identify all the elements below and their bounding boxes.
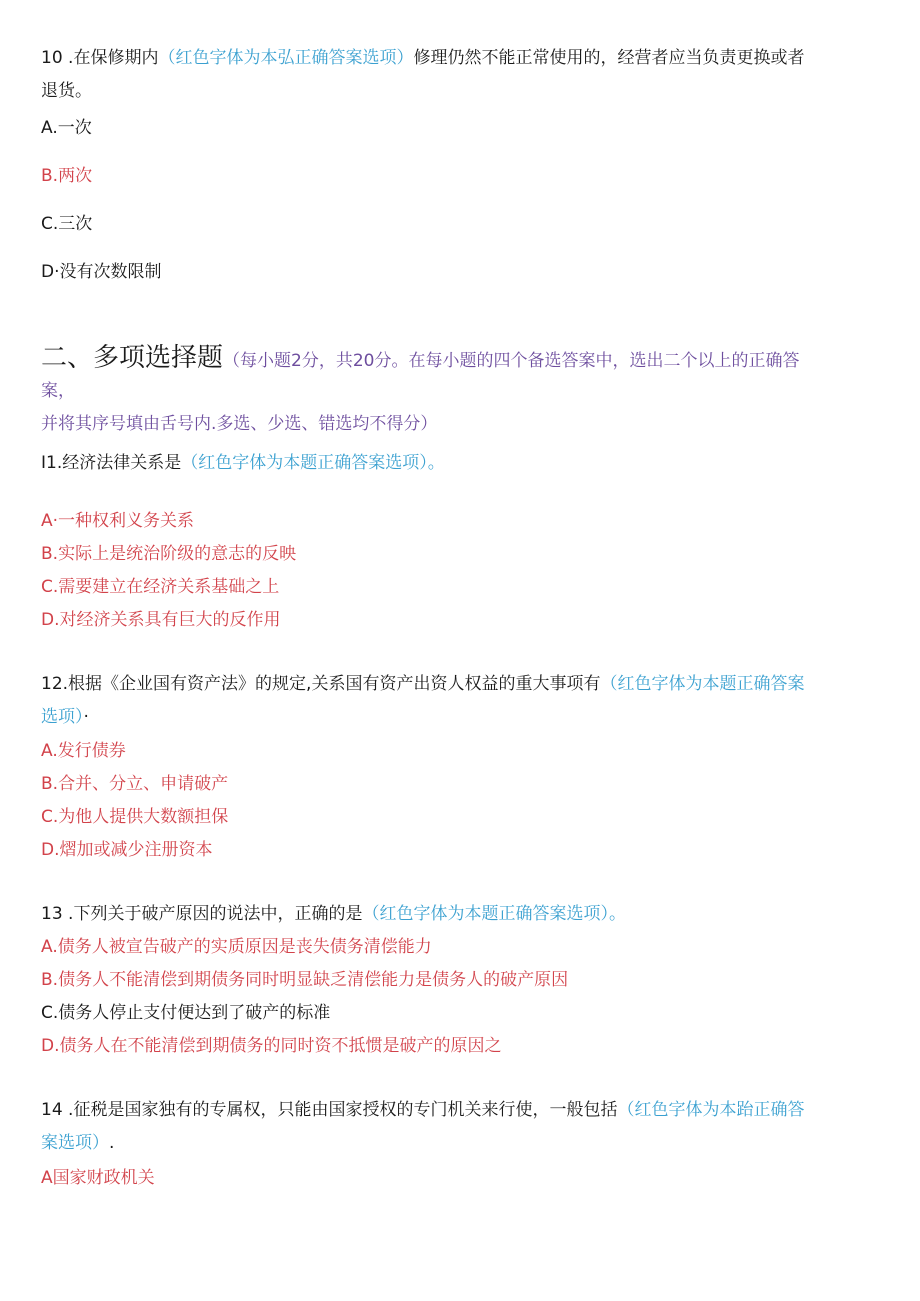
q12-option-b: B.合并、分立、申请破产 <box>41 774 229 794</box>
q13-stem-prefix: 13 .下列关于破产原因的说法中，正确的是 <box>41 904 363 924</box>
q10-stem-line2: 退货。 <box>41 81 92 101</box>
q11-option-a: A·一种权利义务关系 <box>41 511 195 531</box>
q14-answer-hint-part2: 案选项） <box>41 1133 109 1153</box>
q14-stem-prefix: 14 .征税是国家独有的专属权，只能由国家授权的专门机关来行使，一般包括 <box>41 1100 618 1120</box>
q11-stem <box>41 452 445 474</box>
q13-option-d: D.债务人在不能清偿到期债务的同时资不抵惯是破产的原因之 <box>41 1036 502 1056</box>
q13-answer-hint: （红色字体为本题正确答案选项）。 <box>362 904 626 924</box>
q12-stem-prefix: 12.根据《企业国有资产法》的规定,关系国有资产出资人权益的重大事项有 <box>41 674 601 694</box>
q13-option-b: B.债务人不能清偿到期债务同时明显缺乏清偿能力是债务人的破产原因 <box>41 970 569 990</box>
q11-option-b: B.实际上是统治阶级的意志的反映 <box>41 544 297 564</box>
q10-option-c: C.三次 <box>41 214 93 234</box>
q12-option-d: D.熠加或减少注册资本 <box>41 840 213 860</box>
section2-note-line3: 并将其序号填由舌号内.多选、少选、错选均不得分） <box>41 414 438 434</box>
q14-option-a: A国家财政机关 <box>41 1168 155 1188</box>
q12-stem-line2 <box>41 706 89 728</box>
q12-answer-hint-part1: （红色字体为本题正确答案 <box>600 674 805 694</box>
q10-option-a: A.一次 <box>41 118 92 138</box>
q12-option-a: A.发行债券 <box>41 741 126 761</box>
q11-stem-prefix: I1.经济法律关系是 <box>41 453 182 473</box>
q10-option-b: B.两次 <box>41 166 93 186</box>
q13-stem <box>41 903 626 925</box>
q14-stem-line1 <box>41 1099 804 1121</box>
section2-note-line2: 案， <box>41 381 75 401</box>
q11-option-c: C.需要建立在经济关系基础之上 <box>41 577 280 597</box>
q14-answer-hint-part1: （红色字体为本跆正确答 <box>617 1100 805 1120</box>
q12-option-c: C.为他人提供大数额担保 <box>41 807 229 827</box>
q10-stem-suffix: 修理仍然不能正常使用的，经营者应当负责更换或者 <box>413 48 805 68</box>
q12-answer-hint-part2: 选项） <box>41 707 84 727</box>
section2-title: 二、多项选择题 <box>41 343 224 373</box>
q11-option-d: D.对经济关系具有巨大的反作用 <box>41 610 281 630</box>
q10-stem-line1 <box>41 47 804 69</box>
section2-heading <box>41 342 799 377</box>
q12-stem-line1 <box>41 673 804 695</box>
q10-answer-hint: （红色字体为本弘正确答案选项） <box>158 48 414 68</box>
q14-stem-suffix: . <box>109 1133 115 1153</box>
q12-stem-suffix: · <box>83 707 89 727</box>
q14-stem-line2 <box>41 1132 114 1154</box>
q13-option-c: C.债务人停止支付便达到了破产的标准 <box>41 1003 331 1023</box>
q10-option-d: D·没有次数限制 <box>41 262 162 282</box>
q10-stem-prefix: 10 .在保修期内 <box>41 48 159 68</box>
q13-option-a: A.债务人被宣告破产的实质原因是丧失债务清偿能力 <box>41 937 432 957</box>
section2-note-line1: （每小题2分，共20分。在每小题的四个备选答案中，选出二个以上的正确答 <box>223 351 800 371</box>
q11-answer-hint: （红色字体为本题正确答案选项）。 <box>181 453 445 473</box>
